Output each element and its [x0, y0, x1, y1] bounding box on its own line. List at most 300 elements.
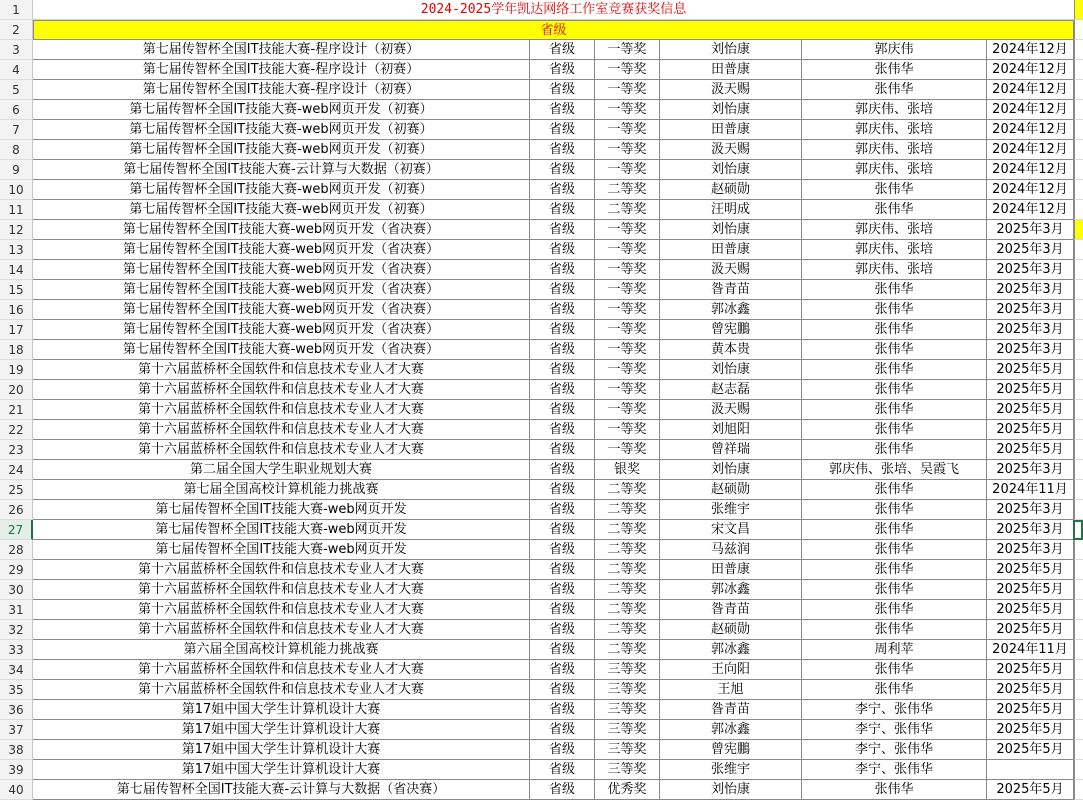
selected-cell-indicator[interactable] [1073, 520, 1083, 540]
row-header-15[interactable]: 15 [0, 280, 33, 300]
level-cell[interactable]: 省级 [530, 640, 595, 660]
right-edge-cell[interactable] [1074, 340, 1083, 360]
competition-cell[interactable]: 第七届传智杯全国IT技能大赛-云计算与大数据（省决赛） [33, 780, 530, 800]
teacher-cell[interactable]: 李宁、张伟华 [802, 700, 987, 720]
teacher-cell[interactable]: 张伟华 [802, 400, 987, 420]
student-cell[interactable]: 汲天赐 [660, 80, 802, 100]
prize-cell[interactable]: 三等奖 [595, 660, 660, 680]
prize-cell[interactable]: 一等奖 [595, 280, 660, 300]
right-edge-cell[interactable] [1074, 580, 1083, 600]
level-cell[interactable]: 省级 [530, 500, 595, 520]
teacher-cell[interactable]: 郭庆伟 [802, 40, 987, 60]
competition-cell[interactable]: 第十六届蓝桥杯全国软件和信息技术专业人才大赛 [33, 360, 530, 380]
right-edge-cell[interactable] [1074, 680, 1083, 700]
prize-cell[interactable]: 一等奖 [595, 80, 660, 100]
teacher-cell[interactable]: 张伟华 [802, 80, 987, 100]
prize-cell[interactable]: 一等奖 [595, 100, 660, 120]
level-cell[interactable]: 省级 [530, 320, 595, 340]
date-cell[interactable]: 2025年3月 [987, 540, 1074, 560]
prize-cell[interactable]: 一等奖 [595, 420, 660, 440]
date-cell[interactable]: 2025年5月 [987, 420, 1074, 440]
competition-cell[interactable]: 第17姐中国大学生计算机设计大赛 [33, 700, 530, 720]
row-header-36[interactable]: 36 [0, 700, 33, 720]
date-cell[interactable]: 2025年3月 [987, 320, 1074, 340]
date-cell[interactable]: 2025年5月 [987, 580, 1074, 600]
teacher-cell[interactable]: 张伟华 [802, 540, 987, 560]
right-edge-cell[interactable] [1074, 140, 1083, 160]
date-cell[interactable]: 2024年12月 [987, 40, 1074, 60]
level-cell[interactable]: 省级 [530, 100, 595, 120]
teacher-cell[interactable]: 张伟华 [802, 480, 987, 500]
prize-cell[interactable]: 一等奖 [595, 400, 660, 420]
right-edge-cell[interactable] [1074, 80, 1083, 100]
row-header-18[interactable]: 18 [0, 340, 33, 360]
row-header-31[interactable]: 31 [0, 600, 33, 620]
date-cell[interactable]: 2025年5月 [987, 740, 1074, 760]
date-cell[interactable]: 2025年5月 [987, 600, 1074, 620]
right-edge-cell[interactable] [1074, 720, 1083, 740]
date-cell[interactable]: 2025年5月 [987, 360, 1074, 380]
competition-cell[interactable]: 第七届传智杯全国IT技能大赛-程序设计（初赛） [33, 60, 530, 80]
student-cell[interactable]: 赵硕勋 [660, 480, 802, 500]
prize-cell[interactable]: 一等奖 [595, 240, 660, 260]
student-cell[interactable]: 汲天赐 [660, 260, 802, 280]
level-cell[interactable]: 省级 [530, 240, 595, 260]
level-cell[interactable]: 省级 [530, 120, 595, 140]
level-cell[interactable]: 省级 [530, 680, 595, 700]
prize-cell[interactable]: 三等奖 [595, 760, 660, 780]
competition-cell[interactable]: 第17姐中国大学生计算机设计大赛 [33, 760, 530, 780]
right-edge-cell[interactable] [1074, 240, 1083, 260]
level-cell[interactable]: 省级 [530, 660, 595, 680]
student-cell[interactable]: 黄本贵 [660, 340, 802, 360]
right-edge-cell[interactable] [1074, 400, 1083, 420]
teacher-cell[interactable]: 郭庆伟、张培 [802, 260, 987, 280]
competition-cell[interactable]: 第17姐中国大学生计算机设计大赛 [33, 740, 530, 760]
prize-cell[interactable]: 一等奖 [595, 440, 660, 460]
competition-cell[interactable]: 第七届传智杯全国IT技能大赛-web网页开发（初赛） [33, 180, 530, 200]
teacher-cell[interactable]: 郭庆伟、张培 [802, 120, 987, 140]
competition-cell[interactable]: 第十六届蓝桥杯全国软件和信息技术专业人才大赛 [33, 400, 530, 420]
teacher-cell[interactable]: 李宁、张伟华 [802, 740, 987, 760]
prize-cell[interactable]: 二等奖 [595, 500, 660, 520]
date-cell[interactable]: 2024年12月 [987, 80, 1074, 100]
student-cell[interactable]: 赵硕勋 [660, 180, 802, 200]
row-header-29[interactable]: 29 [0, 560, 33, 580]
right-edge-cell[interactable] [1074, 440, 1083, 460]
prize-cell[interactable]: 二等奖 [595, 620, 660, 640]
right-edge-cell[interactable] [1074, 760, 1083, 780]
date-cell[interactable]: 2025年5月 [987, 440, 1074, 460]
student-cell[interactable]: 王旭 [660, 680, 802, 700]
competition-cell[interactable]: 第七届传智杯全国IT技能大赛-web网页开发 [33, 540, 530, 560]
row-header-13[interactable]: 13 [0, 240, 33, 260]
right-edge-cell[interactable] [1074, 540, 1083, 560]
date-cell[interactable]: 2025年5月 [987, 400, 1074, 420]
prize-cell[interactable]: 二等奖 [595, 640, 660, 660]
date-cell[interactable]: 2025年3月 [987, 520, 1074, 540]
date-cell[interactable]: 2024年12月 [987, 180, 1074, 200]
right-edge-cell[interactable] [1074, 660, 1083, 680]
teacher-cell[interactable]: 张伟华 [802, 60, 987, 80]
competition-cell[interactable]: 第七届传智杯全国IT技能大赛-web网页开发（初赛） [33, 120, 530, 140]
student-cell[interactable]: 田普康 [660, 240, 802, 260]
right-edge-cell[interactable] [1074, 360, 1083, 380]
row-header-28[interactable]: 28 [0, 540, 33, 560]
prize-cell[interactable]: 二等奖 [595, 540, 660, 560]
level-cell[interactable]: 省级 [530, 420, 595, 440]
date-cell[interactable]: 2024年12月 [987, 120, 1074, 140]
row-header-40[interactable]: 40 [0, 780, 33, 800]
date-cell[interactable]: 2024年12月 [987, 100, 1074, 120]
teacher-cell[interactable]: 郭庆伟、张培、吴霞飞 [802, 460, 987, 480]
student-cell[interactable]: 曾宪鵬 [660, 740, 802, 760]
date-cell[interactable]: 2024年12月 [987, 200, 1074, 220]
level-cell[interactable]: 省级 [530, 780, 595, 800]
prize-cell[interactable]: 二等奖 [595, 600, 660, 620]
competition-cell[interactable]: 第十六届蓝桥杯全国软件和信息技术专业人才大赛 [33, 600, 530, 620]
student-cell[interactable]: 郭冰鑫 [660, 300, 802, 320]
student-cell[interactable]: 刘怡康 [660, 780, 802, 800]
prize-cell[interactable]: 二等奖 [595, 180, 660, 200]
date-cell[interactable]: 2024年12月 [987, 160, 1074, 180]
level-cell[interactable]: 省级 [530, 740, 595, 760]
prize-cell[interactable]: 一等奖 [595, 300, 660, 320]
date-cell[interactable]: 2025年3月 [987, 340, 1074, 360]
competition-cell[interactable]: 第十六届蓝桥杯全国软件和信息技术专业人才大赛 [33, 560, 530, 580]
row-header-27[interactable]: 27 [0, 520, 33, 540]
row-header-20[interactable]: 20 [0, 380, 33, 400]
student-cell[interactable]: 刘怡康 [660, 40, 802, 60]
date-cell[interactable]: 2025年3月 [987, 460, 1074, 480]
right-edge-cell[interactable] [1074, 420, 1083, 440]
teacher-cell[interactable]: 张伟华 [802, 660, 987, 680]
right-edge-cell[interactable] [1074, 460, 1083, 480]
date-cell[interactable]: 2025年3月 [987, 300, 1074, 320]
row-header-22[interactable]: 22 [0, 420, 33, 440]
competition-cell[interactable]: 第七届传智杯全国IT技能大赛-web网页开发（省决赛） [33, 320, 530, 340]
competition-cell[interactable]: 第七届传智杯全国IT技能大赛-web网页开发（初赛） [33, 200, 530, 220]
right-edge-cell[interactable] [1074, 600, 1083, 620]
row-header-5[interactable]: 5 [0, 80, 33, 100]
row-header-32[interactable]: 32 [0, 620, 33, 640]
date-cell[interactable]: 2025年3月 [987, 280, 1074, 300]
prize-cell[interactable]: 二等奖 [595, 200, 660, 220]
level-cell[interactable]: 省级 [530, 220, 595, 240]
section-label[interactable]: 省级 [33, 20, 1074, 40]
level-cell[interactable]: 省级 [530, 280, 595, 300]
prize-cell[interactable]: 银奖 [595, 460, 660, 480]
right-edge-cell[interactable] [1074, 780, 1083, 800]
row-header-7[interactable]: 7 [0, 120, 33, 140]
row-header-34[interactable]: 34 [0, 660, 33, 680]
teacher-cell[interactable]: 郭庆伟、张培 [802, 220, 987, 240]
row-header-8[interactable]: 8 [0, 140, 33, 160]
date-cell[interactable]: 2025年3月 [987, 220, 1074, 240]
competition-cell[interactable]: 第七届传智杯全国IT技能大赛-web网页开发 [33, 500, 530, 520]
competition-cell[interactable]: 第七届传智杯全国IT技能大赛-web网页开发（省决赛） [33, 240, 530, 260]
competition-cell[interactable]: 第七届传智杯全国IT技能大赛-web网页开发（省决赛） [33, 340, 530, 360]
prize-cell[interactable]: 一等奖 [595, 40, 660, 60]
level-cell[interactable]: 省级 [530, 700, 595, 720]
competition-cell[interactable]: 第七届传智杯全国IT技能大赛-web网页开发（省决赛） [33, 280, 530, 300]
row-header-26[interactable]: 26 [0, 500, 33, 520]
prize-cell[interactable]: 三等奖 [595, 680, 660, 700]
competition-cell[interactable]: 第七届传智杯全国IT技能大赛-web网页开发（省决赛） [33, 260, 530, 280]
student-cell[interactable]: 郭冰鑫 [660, 640, 802, 660]
student-cell[interactable]: 汲天赐 [660, 140, 802, 160]
student-cell[interactable]: 昝青苗 [660, 700, 802, 720]
row-header-11[interactable]: 11 [0, 200, 33, 220]
competition-cell[interactable]: 第七届传智杯全国IT技能大赛-程序设计（初赛） [33, 40, 530, 60]
student-cell[interactable]: 曾宪鵬 [660, 320, 802, 340]
right-edge-cell[interactable] [1074, 280, 1083, 300]
teacher-cell[interactable]: 张伟华 [802, 420, 987, 440]
level-cell[interactable]: 省级 [530, 480, 595, 500]
student-cell[interactable]: 昝青苗 [660, 600, 802, 620]
teacher-cell[interactable]: 张伟华 [802, 680, 987, 700]
row-header-39[interactable]: 39 [0, 760, 33, 780]
level-cell[interactable]: 省级 [530, 300, 595, 320]
right-edge-cell[interactable] [1074, 320, 1083, 340]
date-cell[interactable]: 2025年5月 [987, 680, 1074, 700]
competition-cell[interactable]: 第十六届蓝桥杯全国软件和信息技术专业人才大赛 [33, 440, 530, 460]
date-cell[interactable]: 2025年3月 [987, 240, 1074, 260]
prize-cell[interactable]: 一等奖 [595, 60, 660, 80]
prize-cell[interactable]: 一等奖 [595, 380, 660, 400]
competition-cell[interactable]: 第17姐中国大学生计算机设计大赛 [33, 720, 530, 740]
date-cell[interactable] [987, 760, 1074, 780]
student-cell[interactable]: 曾祥瑞 [660, 440, 802, 460]
row-header-2[interactable]: 2 [0, 20, 33, 40]
date-cell[interactable]: 2025年5月 [987, 380, 1074, 400]
teacher-cell[interactable]: 张伟华 [802, 200, 987, 220]
date-cell[interactable]: 2024年12月 [987, 140, 1074, 160]
date-cell[interactable]: 2025年5月 [987, 780, 1074, 800]
competition-cell[interactable]: 第七届传智杯全国IT技能大赛-web网页开发（省决赛） [33, 220, 530, 240]
level-cell[interactable]: 省级 [530, 140, 595, 160]
date-cell[interactable]: 2025年3月 [987, 500, 1074, 520]
teacher-cell[interactable]: 郭庆伟、张培 [802, 240, 987, 260]
competition-cell[interactable]: 第七届传智杯全国IT技能大赛-web网页开发（初赛） [33, 100, 530, 120]
right-edge-cell[interactable] [1074, 640, 1083, 660]
level-cell[interactable]: 省级 [530, 340, 595, 360]
teacher-cell[interactable]: 张伟华 [802, 440, 987, 460]
level-cell[interactable]: 省级 [530, 760, 595, 780]
competition-cell[interactable]: 第七届传智杯全国IT技能大赛-web网页开发（省决赛） [33, 300, 530, 320]
sheet-title[interactable]: 2024-2025学年凯达网络工作室竞赛获奖信息 [33, 0, 1074, 20]
teacher-cell[interactable]: 李宁、张伟华 [802, 760, 987, 780]
row-header-37[interactable]: 37 [0, 720, 33, 740]
student-cell[interactable]: 刘怡康 [660, 360, 802, 380]
row-header-19[interactable]: 19 [0, 360, 33, 380]
level-cell[interactable]: 省级 [530, 180, 595, 200]
right-edge-cell[interactable] [1074, 200, 1083, 220]
prize-cell[interactable]: 三等奖 [595, 700, 660, 720]
student-cell[interactable]: 赵硕勋 [660, 620, 802, 640]
row-header-9[interactable]: 9 [0, 160, 33, 180]
row-header-33[interactable]: 33 [0, 640, 33, 660]
row-header-17[interactable]: 17 [0, 320, 33, 340]
teacher-cell[interactable]: 李宁、张伟华 [802, 720, 987, 740]
level-cell[interactable]: 省级 [530, 540, 595, 560]
teacher-cell[interactable]: 郭庆伟、张培 [802, 100, 987, 120]
teacher-cell[interactable]: 张伟华 [802, 620, 987, 640]
date-cell[interactable]: 2025年3月 [987, 260, 1074, 280]
level-cell[interactable]: 省级 [530, 720, 595, 740]
right-edge-cell[interactable] [1074, 700, 1083, 720]
level-cell[interactable]: 省级 [530, 580, 595, 600]
student-cell[interactable]: 田普康 [660, 60, 802, 80]
row-header-16[interactable]: 16 [0, 300, 33, 320]
teacher-cell[interactable]: 张伟华 [802, 180, 987, 200]
row-header-24[interactable]: 24 [0, 460, 33, 480]
teacher-cell[interactable]: 张伟华 [802, 520, 987, 540]
level-cell[interactable]: 省级 [530, 380, 595, 400]
row-header-38[interactable]: 38 [0, 740, 33, 760]
date-cell[interactable]: 2025年5月 [987, 700, 1074, 720]
student-cell[interactable]: 田普康 [660, 560, 802, 580]
student-cell[interactable]: 王向阳 [660, 660, 802, 680]
competition-cell[interactable]: 第七届传智杯全国IT技能大赛-web网页开发 [33, 520, 530, 540]
student-cell[interactable]: 郭冰鑫 [660, 580, 802, 600]
competition-cell[interactable]: 第十六届蓝桥杯全国软件和信息技术专业人才大赛 [33, 580, 530, 600]
prize-cell[interactable]: 一等奖 [595, 160, 660, 180]
right-edge-cell[interactable] [1074, 380, 1083, 400]
row-header-6[interactable]: 6 [0, 100, 33, 120]
prize-cell[interactable]: 二等奖 [595, 580, 660, 600]
teacher-cell[interactable]: 张伟华 [802, 340, 987, 360]
student-cell[interactable]: 赵志磊 [660, 380, 802, 400]
right-edge-cell[interactable] [1074, 300, 1083, 320]
row-header-21[interactable]: 21 [0, 400, 33, 420]
teacher-cell[interactable]: 周利苹 [802, 640, 987, 660]
student-cell[interactable]: 汲天赐 [660, 400, 802, 420]
date-cell[interactable]: 2025年5月 [987, 720, 1074, 740]
competition-cell[interactable]: 第七届全国高校计算机能力挑战赛 [33, 480, 530, 500]
teacher-cell[interactable]: 郭庆伟、张培 [802, 140, 987, 160]
level-cell[interactable]: 省级 [530, 560, 595, 580]
prize-cell[interactable]: 一等奖 [595, 320, 660, 340]
right-edge-cell[interactable] [1074, 500, 1083, 520]
teacher-cell[interactable]: 张伟华 [802, 360, 987, 380]
row-header-4[interactable]: 4 [0, 60, 33, 80]
competition-cell[interactable]: 第七届传智杯全国IT技能大赛-web网页开发（初赛） [33, 140, 530, 160]
competition-cell[interactable]: 第二届全国大学生职业规划大赛 [33, 460, 530, 480]
row-header-3[interactable]: 3 [0, 40, 33, 60]
level-cell[interactable]: 省级 [530, 520, 595, 540]
prize-cell[interactable]: 三等奖 [595, 740, 660, 760]
prize-cell[interactable]: 二等奖 [595, 480, 660, 500]
date-cell[interactable]: 2024年12月 [987, 60, 1074, 80]
teacher-cell[interactable]: 张伟华 [802, 580, 987, 600]
competition-cell[interactable]: 第七届传智杯全国IT技能大赛-程序设计（初赛） [33, 80, 530, 100]
teacher-cell[interactable]: 张伟华 [802, 560, 987, 580]
student-cell[interactable]: 刘怡康 [660, 160, 802, 180]
row-header-12[interactable]: 12 [0, 220, 33, 240]
right-edge-cell[interactable] [1074, 480, 1083, 500]
level-cell[interactable]: 省级 [530, 460, 595, 480]
student-cell[interactable]: 田普康 [660, 120, 802, 140]
level-cell[interactable]: 省级 [530, 200, 595, 220]
competition-cell[interactable]: 第十六届蓝桥杯全国软件和信息技术专业人才大赛 [33, 420, 530, 440]
right-edge-cell[interactable] [1074, 60, 1083, 80]
right-edge-cell[interactable] [1074, 40, 1083, 60]
right-edge-cell[interactable] [1074, 560, 1083, 580]
student-cell[interactable]: 汪明成 [660, 200, 802, 220]
date-cell[interactable]: 2025年5月 [987, 660, 1074, 680]
prize-cell[interactable]: 二等奖 [595, 560, 660, 580]
student-cell[interactable]: 刘怡康 [660, 220, 802, 240]
row-header-1[interactable]: 1 [0, 0, 33, 20]
level-cell[interactable]: 省级 [530, 160, 595, 180]
row-header-30[interactable]: 30 [0, 580, 33, 600]
competition-cell[interactable]: 第十六届蓝桥杯全国软件和信息技术专业人才大赛 [33, 620, 530, 640]
prize-cell[interactable]: 一等奖 [595, 340, 660, 360]
teacher-cell[interactable]: 张伟华 [802, 320, 987, 340]
date-cell[interactable]: 2024年11月 [987, 640, 1074, 660]
competition-cell[interactable]: 第七届传智杯全国IT技能大赛-云计算与大数据（初赛） [33, 160, 530, 180]
competition-cell[interactable]: 第六届全国高校计算机能力挑战赛 [33, 640, 530, 660]
right-edge-cell[interactable] [1074, 740, 1083, 760]
student-cell[interactable]: 马兹润 [660, 540, 802, 560]
right-edge-cell[interactable] [1074, 260, 1083, 280]
level-cell[interactable]: 省级 [530, 600, 595, 620]
level-cell[interactable]: 省级 [530, 400, 595, 420]
level-cell[interactable]: 省级 [530, 440, 595, 460]
prize-cell[interactable]: 一等奖 [595, 360, 660, 380]
prize-cell[interactable]: 一等奖 [595, 220, 660, 240]
row-header-10[interactable]: 10 [0, 180, 33, 200]
row-header-35[interactable]: 35 [0, 680, 33, 700]
right-edge-cell[interactable] [1074, 100, 1083, 120]
row-header-23[interactable]: 23 [0, 440, 33, 460]
row-header-25[interactable]: 25 [0, 480, 33, 500]
right-edge-cell[interactable] [1074, 220, 1083, 240]
prize-cell[interactable]: 一等奖 [595, 260, 660, 280]
teacher-cell[interactable]: 张伟华 [802, 300, 987, 320]
student-cell[interactable]: 张维宇 [660, 760, 802, 780]
date-cell[interactable]: 2025年5月 [987, 560, 1074, 580]
teacher-cell[interactable]: 张伟华 [802, 500, 987, 520]
student-cell[interactable]: 郭冰鑫 [660, 720, 802, 740]
student-cell[interactable]: 刘怡康 [660, 100, 802, 120]
competition-cell[interactable]: 第十六届蓝桥杯全国软件和信息技术专业人才大赛 [33, 660, 530, 680]
date-cell[interactable]: 2025年5月 [987, 620, 1074, 640]
student-cell[interactable]: 昝青苗 [660, 280, 802, 300]
prize-cell[interactable]: 优秀奖 [595, 780, 660, 800]
prize-cell[interactable]: 三等奖 [595, 720, 660, 740]
right-edge-cell[interactable] [1074, 20, 1083, 40]
row-header-14[interactable]: 14 [0, 260, 33, 280]
right-edge-cell[interactable] [1074, 620, 1083, 640]
date-cell[interactable]: 2024年11月 [987, 480, 1074, 500]
right-edge-cell[interactable] [1074, 120, 1083, 140]
teacher-cell[interactable]: 张伟华 [802, 780, 987, 800]
teacher-cell[interactable]: 郭庆伟、张培 [802, 160, 987, 180]
level-cell[interactable]: 省级 [530, 40, 595, 60]
right-edge-cell[interactable] [1074, 180, 1083, 200]
prize-cell[interactable]: 二等奖 [595, 520, 660, 540]
teacher-cell[interactable]: 张伟华 [802, 380, 987, 400]
right-edge-cell[interactable] [1074, 160, 1083, 180]
student-cell[interactable]: 宋文昌 [660, 520, 802, 540]
competition-cell[interactable]: 第十六届蓝桥杯全国软件和信息技术专业人才大赛 [33, 380, 530, 400]
student-cell[interactable]: 刘旭阳 [660, 420, 802, 440]
student-cell[interactable]: 刘怡康 [660, 460, 802, 480]
teacher-cell[interactable]: 张伟华 [802, 600, 987, 620]
level-cell[interactable]: 省级 [530, 60, 595, 80]
